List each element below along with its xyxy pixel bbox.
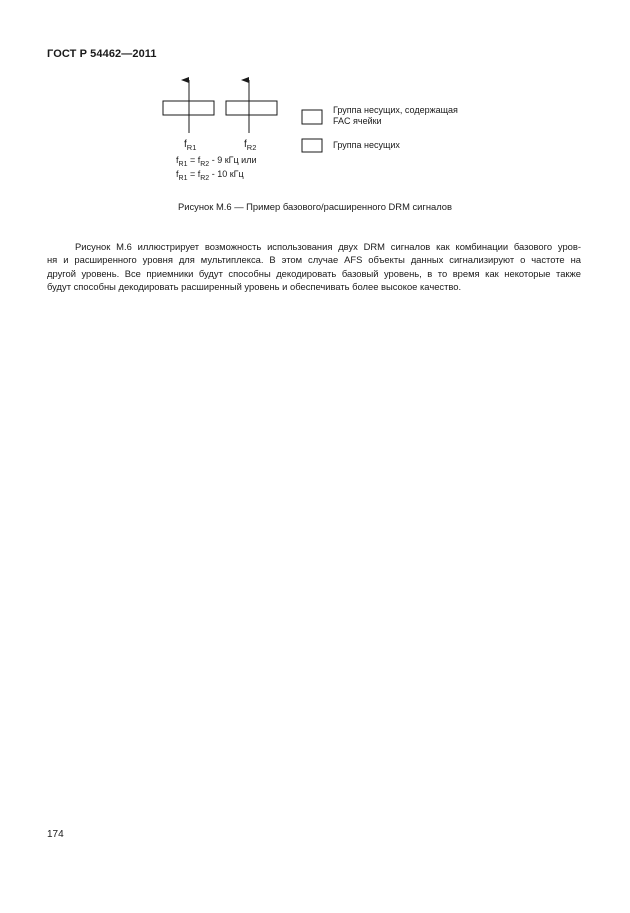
paragraph-line: будут способны декодировать расширенный уровень и обеспечивать более высокое качество. bbox=[47, 281, 462, 293]
figure-caption: Рисунок М.6 — Пример базового/расширенного DRM сигналов bbox=[178, 201, 452, 212]
legend-swatch-carriers bbox=[302, 139, 322, 152]
figure-diagram bbox=[0, 0, 630, 200]
page-number: 174 bbox=[47, 829, 64, 840]
equation-2: $f_{R1} = f_{R2} - 10$ кГц bbox=[176, 169, 244, 182]
carrier-block-2 bbox=[226, 101, 277, 115]
paragraph-line: другой уровень. Все приемники будут способны декодировать базовый уровень, в то время как некоторые также bbox=[47, 267, 581, 279]
paragraph-line: ня и расширенного уровня для мультиплекса. В этом случае AFS объекты данных сигнализируют о частоте на bbox=[47, 254, 581, 266]
body-paragraph bbox=[47, 240, 581, 294]
paragraph-line: Рисунок М.6 иллюстрирует возможность использования двух DRM сигналов как комбинации базового уров- bbox=[75, 241, 581, 252]
legend-label-carriers: Группа несущих bbox=[333, 140, 400, 150]
equation-1: $f_{R1} = f_{R2} - 9$ кГц или bbox=[176, 155, 257, 168]
document-header: ГОСТ Р 54462—2011 bbox=[47, 48, 157, 60]
legend-swatch-fac bbox=[302, 110, 322, 124]
legend-label-fac: Группа несущих, содержащая FAC ячейки bbox=[333, 105, 458, 126]
freq-label-2: $f_{R2}$ bbox=[244, 139, 257, 152]
freq-label-1: $f_{R1}$ bbox=[184, 139, 197, 152]
